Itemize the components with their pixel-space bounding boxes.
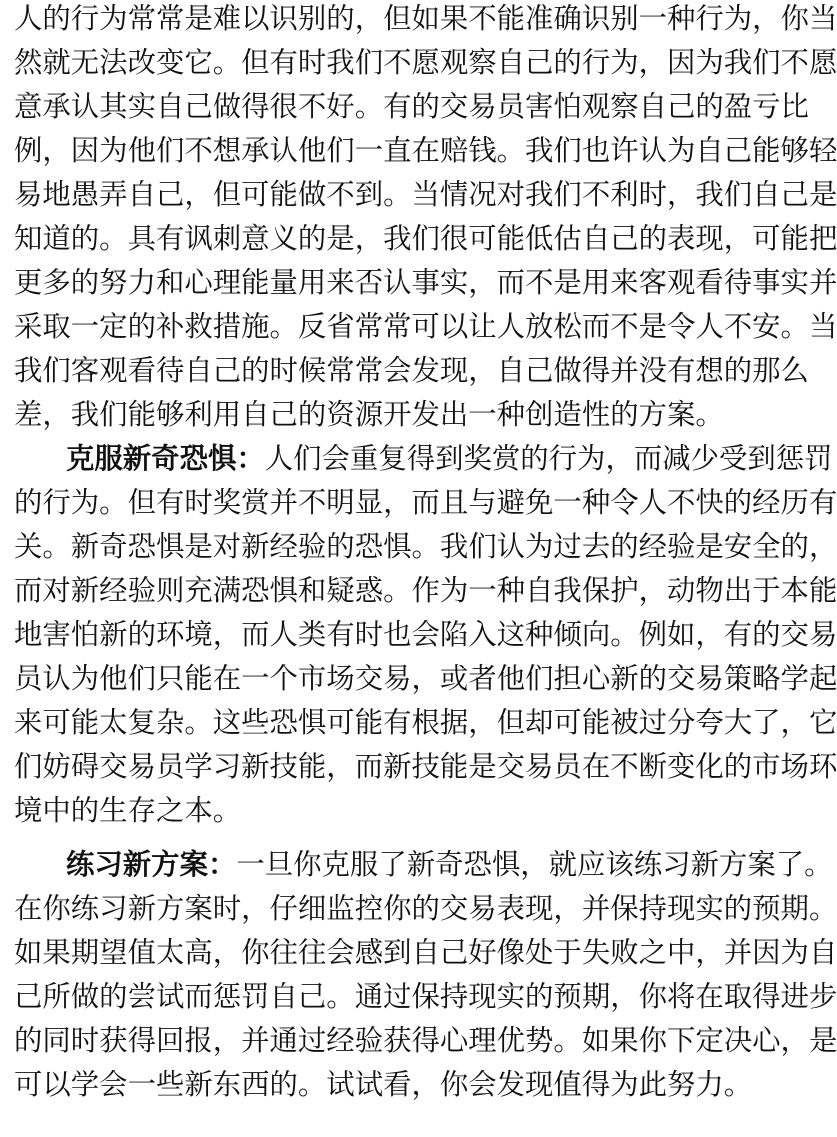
paragraph-3-line-6: 可以学会一些新东西的。试试看，你会发现值得为此努力。 [14,1068,753,1101]
paragraph-2-line-9: 境中的生存之本。 [14,794,242,827]
paragraph-1-line-1: 人的行为常常是难以识别的，但如果不能准确识别一种行为，你当 [14,2,837,35]
paragraph-2-line-2: 的行为。但有时奖赏并不明显，而且与避免一种令人不快的经历有 [14,486,837,519]
paragraph-3-line-3: 如果期望值太高，你往往会感到自己好像处于失败之中，并因为自 [14,936,837,969]
paragraph-3-line-1-text: 一旦你克服了新奇恐惧，就应该练习新方案了。 [236,848,833,881]
paragraph-1-line-2: 然就无法改变它。但有时我们不愿观察自己的行为，因为我们不愿 [14,46,837,79]
section-heading-novelty-fear: 克服新奇恐惧： [66,442,265,475]
section-heading-practice-new-plan: 练习新方案： [66,848,237,881]
paragraph-1-line-3: 意承认其实自己做得很不好。有的交易员害怕观察自己的盈亏比 [14,90,809,123]
paragraph-2-line-3: 关。新奇恐惧是对新经验的恐惧。我们认为过去的经验是安全的， [14,530,837,563]
paragraph-2-line-1 [66,440,833,478]
paragraph-2-line-5: 地害怕新的环境，而人类有时也会陷入这种倾向。例如，有的交易 [14,618,837,651]
paragraph-1-line-7: 更多的努力和心理能量用来否认事实，而不是用来客观看待事实并 [14,266,837,299]
paragraph-2-line-1-text: 人们会重复得到奖赏的行为，而减少受到惩罚 [264,442,833,475]
paragraph-1-line-8: 采取一定的补救措施。反省常常可以让人放松而不是令人不安。当 [14,310,837,343]
paragraph-2-line-6: 员认为他们只能在一个市场交易，或者他们担心新的交易策略学起 [14,662,837,695]
paragraph-1-line-9: 我们客观看待自己的时候常常会发现，自己做得并没有想的那么 [14,354,809,387]
paragraph-3-line-4: 己所做的尝试而惩罚自己。通过保持现实的预期，你将在取得进步 [14,980,837,1013]
paragraph-1-line-6: 知道的。具有讽刺意义的是，我们很可能低估自己的表现，可能把 [14,222,837,255]
paragraph-3-line-1 [66,846,833,884]
paragraph-3-line-2: 在你练习新方案时，仔细监控你的交易表现，并保持现实的预期。 [14,892,837,925]
paragraph-2-line-4: 而对新经验则充满恐惧和疑惑。作为一种自我保护，动物出于本能 [14,574,837,607]
paragraph-1-line-10: 差，我们能够利用自己的资源开发出一种创造性的方案。 [14,398,724,431]
paragraph-2-line-7: 来可能太复杂。这些恐惧可能有根据，但却可能被过分夸大了，它 [14,706,837,739]
paragraph-2-line-8: 们妨碍交易员学习新技能，而新技能是交易员在不断变化的市场环 [14,750,837,783]
paragraph-3-line-5: 的同时获得回报，并通过经验获得心理优势。如果你下定决心，是 [14,1024,837,1057]
paragraph-1-line-4: 例，因为他们不想承认他们一直在赔钱。我们也许认为自己能够轻 [14,134,837,167]
paragraph-1-line-5: 易地愚弄自己，但可能做不到。当情况对我们不利时，我们自己是 [14,178,837,211]
